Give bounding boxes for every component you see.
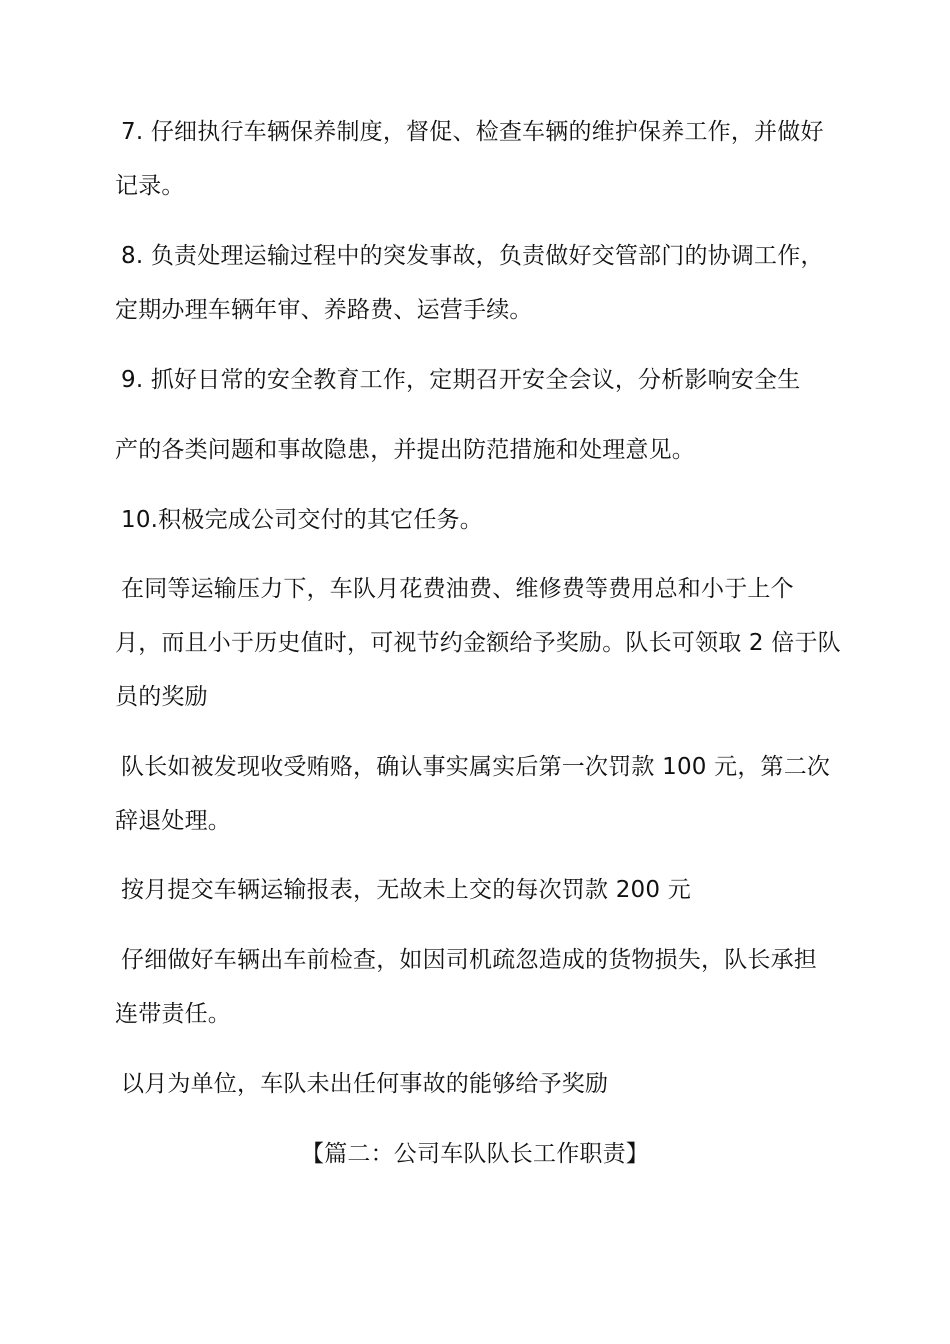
paragraph-7-line-2: 记录。 — [115, 173, 185, 199]
paragraph-9-line-1: 9. 抓好日常的安全教育工作，定期召开安全会议，分析影响安全生 — [121, 367, 801, 393]
report-paragraph: 按月提交车辆运输报表，无故未上交的每次罚款 200 元 — [121, 877, 691, 903]
monthly-reward-paragraph: 以月为单位，车队未出任何事故的能够给予奖励 — [121, 1071, 609, 1097]
paragraph-9-line-2: 产的各类问题和事故隐患，并提出防范措施和处理意见。 — [115, 437, 695, 463]
paragraph-8-line-2: 定期办理车辆年审、养路费、运营手续。 — [115, 297, 533, 323]
inspection-paragraph-line-2: 连带责任。 — [115, 1001, 231, 1027]
paragraph-10: 10.积极完成公司交付的其它任务。 — [121, 507, 483, 533]
paragraph-8-line-1: 8. 负责处理运输过程中的突发事故，负责做好交管部门的协调工作， — [121, 243, 824, 269]
reward-paragraph-line-2: 月，而且小于历史值时，可视节约金额给予奖励。队长可领取 2 倍于队 — [115, 630, 841, 656]
inspection-paragraph-line-1: 仔细做好车辆出车前检查，如因司机疏忽造成的货物损失，队长承担 — [121, 947, 817, 973]
bribery-paragraph-line-1: 队长如被发现收受贿赂，确认事实属实后第一次罚款 100 元，第二次 — [121, 754, 831, 780]
reward-paragraph-line-1: 在同等运输压力下，车队月花费油费、维修费等费用总和小于上个 — [121, 576, 794, 602]
reward-paragraph-line-3: 员的奖励 — [115, 684, 208, 710]
paragraph-7-line-1: 7. 仔细执行车辆保养制度，督促、检查车辆的维护保养工作，并做好 — [121, 119, 824, 145]
bribery-paragraph-line-2: 辞退处理。 — [115, 808, 231, 834]
section-heading: 【篇二：公司车队队长工作职责】 — [301, 1141, 649, 1167]
